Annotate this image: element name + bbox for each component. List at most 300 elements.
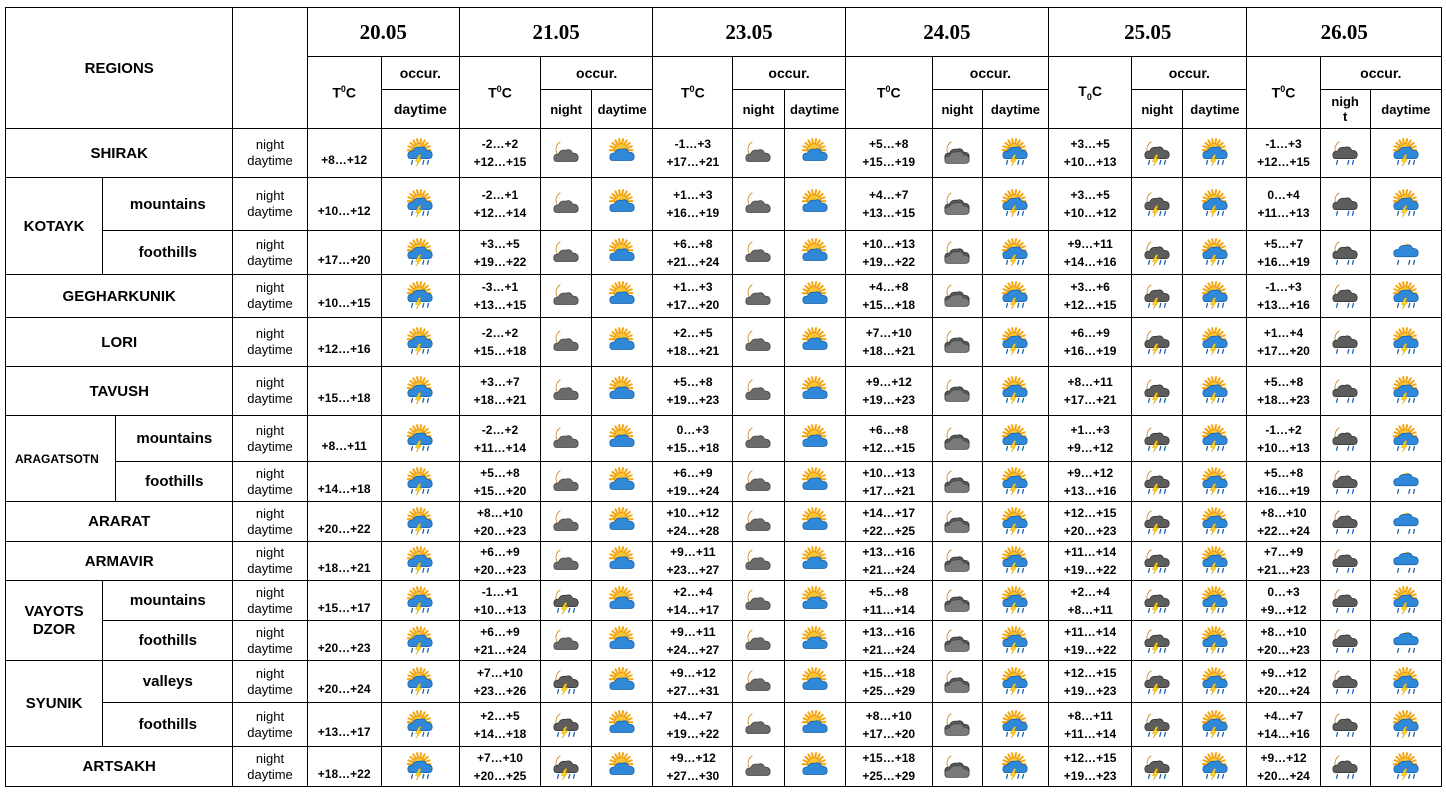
weather-cell [1132,502,1183,542]
daytime-header: daytime [1370,90,1441,129]
date-header: 23.05 [653,8,845,57]
weather-cell [1320,747,1370,787]
weather-cell [1370,275,1441,318]
sun-cloud-icon [785,238,845,268]
sun-cloud-icon [785,626,845,656]
moon-thunder-icon [1132,281,1182,311]
moon-cloud-icon [733,752,783,782]
weather-cell [592,462,653,502]
thunder-rain-icon [382,626,459,656]
thunder-rain-icon [382,189,459,219]
weather-cell [784,231,845,275]
temp-cell: -2…+2 +15…+18 [459,318,540,367]
weather-cell [1132,367,1183,416]
weather-cell [381,318,459,367]
region-name: KOTAYK [6,178,103,275]
weather-cell [1320,502,1370,542]
temp-cell: +2…+4 +14…+17 [653,581,733,621]
temp-cell: +5…+8 +11…+14 [845,581,932,621]
moon-cloud-icon [733,507,783,537]
sun-cloud-icon [592,238,652,268]
sun-thunder-rain-icon [983,189,1048,219]
weather-cell [381,661,459,703]
moon-dark-rain-icon [1321,507,1370,537]
night-daytime-label: night daytime [233,462,307,502]
night-daytime-label: night daytime [233,367,307,416]
weather-cell [982,462,1048,502]
temp-header: $T^0C$ [1247,57,1320,129]
temp-cell: +8…+10 +22…+24 [1247,502,1320,542]
temp-cell: +6…+8 +21…+24 [653,231,733,275]
temp-cell: +7…+10 +23…+26 [459,661,540,703]
sun-cloud-icon [785,376,845,406]
weather-cell [541,129,592,178]
weather-cell [592,367,653,416]
thunder-rain-icon [382,424,459,454]
weather-cell [592,231,653,275]
weather-cell [982,367,1048,416]
moon-thunder-icon [541,710,591,740]
temp-cell: +5…+8 +15…+19 [845,129,932,178]
weather-cell [1183,416,1247,462]
weather-cell [541,621,592,661]
moon-dark-cloud-icon [933,626,982,656]
temp-cell: +2…+4 +8…+11 [1049,581,1132,621]
thunder-rain-icon [382,467,459,497]
sun-cloud-icon [592,138,652,168]
sun-thunder-rain-icon [1371,138,1441,168]
temp-cell: +12…+15 +20…+23 [1049,502,1132,542]
night-daytime-label: night daytime [233,661,307,703]
weather-cell [381,747,459,787]
weather-cell [1132,747,1183,787]
sun-cloud-icon [785,586,845,616]
weather-cell [381,542,459,581]
sun-thunder-rain-icon [1183,467,1246,497]
sun-cloud-icon [785,667,845,697]
temp-cell: +9…+12 +20…+24 [1247,661,1320,703]
weather-cell [1183,318,1247,367]
weather-cell [381,581,459,621]
weather-cell [1183,275,1247,318]
sun-cloud-rain-icon [1371,507,1441,537]
weather-cell [541,231,592,275]
weather-cell [982,231,1048,275]
temp-cell: +7…+9 +21…+23 [1247,542,1320,581]
sun-thunder-rain-icon [983,586,1048,616]
weather-cell [982,542,1048,581]
weather-cell [1132,621,1183,661]
temp-cell: +8…+10 +20…+23 [1247,621,1320,661]
weather-cell [541,661,592,703]
moon-cloud-icon [733,467,783,497]
moon-cloud-icon [733,586,783,616]
date-header: 20.05 [307,8,459,57]
moon-dark-rain-icon [1321,424,1370,454]
weather-cell [1370,231,1441,275]
moon-cloud-icon [541,189,591,219]
region-name: TAVUSH [6,367,233,416]
weather-cell [592,416,653,462]
forecast-table [5,7,1442,787]
sun-thunder-rain-icon [1183,138,1246,168]
region-row [6,502,1442,542]
weather-cell [1183,129,1247,178]
weather-cell [1132,703,1183,747]
temp-cell: +3…+7 +18…+21 [459,367,540,416]
region-name: GEGHARKUNIK [6,275,233,318]
weather-cell [932,661,982,703]
sun-thunder-rain-icon [983,546,1048,576]
weather-cell [784,318,845,367]
night-daytime-label: night daytime [233,416,307,462]
daytime-header: daytime [381,90,459,129]
temp-cell: +8…+10 +20…+23 [459,502,540,542]
temp-cell: +11…+14 +19…+22 [1049,542,1132,581]
weather-cell [1132,275,1183,318]
weather-cell [1370,621,1441,661]
sun-cloud-icon [592,752,652,782]
moon-thunder-icon [1132,138,1182,168]
temp-cell: +5…+7 +16…+19 [1247,231,1320,275]
weather-cell [541,747,592,787]
temp-cell: +1…+3 +17…+20 [653,275,733,318]
region-row [6,747,1442,787]
weather-cell [733,129,784,178]
temp-cell: +4…+7 +14…+16 [1247,703,1320,747]
moon-cloud-icon [733,327,783,357]
weather-cell [1370,367,1441,416]
occur-header: occur. [1320,57,1441,90]
temp-cell: +6…+9 +21…+24 [459,621,540,661]
temp-header: $T^0C$ [845,57,932,129]
temp-header: $T^0C$ [653,57,733,129]
weather-cell [1183,178,1247,231]
temp-cell: +8…+11 [307,416,381,462]
temp-cell: +9…+11 +23…+27 [653,542,733,581]
weather-cell [932,621,982,661]
weather-cell [1320,275,1370,318]
weather-cell [784,621,845,661]
subregion-name: valleys [103,661,233,703]
weather-cell [1320,129,1370,178]
moon-cloud-icon [541,281,591,311]
sun-thunder-rain-icon [983,376,1048,406]
weather-cell [733,542,784,581]
moon-dark-rain-icon [1321,752,1370,782]
thunder-rain-icon [382,667,459,697]
moon-thunder-icon [1132,752,1182,782]
temp-cell: +10…+15 [307,275,381,318]
weather-cell [592,703,653,747]
moon-dark-rain-icon [1321,281,1370,311]
moon-dark-cloud-icon [933,238,982,268]
weather-cell [381,502,459,542]
weather-cell [982,178,1048,231]
temp-cell: +18…+22 [307,747,381,787]
sun-thunder-rain-icon [983,626,1048,656]
daytime-header: daytime [1183,90,1247,129]
weather-cell [733,621,784,661]
temp-cell: +6…+9 +16…+19 [1049,318,1132,367]
moon-cloud-icon [541,138,591,168]
moon-dark-cloud-icon [933,586,982,616]
moon-dark-cloud-icon [933,667,982,697]
sun-thunder-rain-icon [1371,586,1441,616]
weather-cell [1183,231,1247,275]
weather-cell [784,462,845,502]
daytime-header: daytime [592,90,653,129]
weather-cell [733,318,784,367]
region-name: ARAGATSOTN [6,416,116,502]
weather-cell [1370,129,1441,178]
region-name: VAYOTS DZOR [6,581,103,661]
temp-cell: +14…+17 +22…+25 [845,502,932,542]
temp-cell: +20…+24 [307,661,381,703]
sun-cloud-icon [785,546,845,576]
temp-cell: -3…+1 +13…+15 [459,275,540,318]
moon-dark-cloud-icon [933,710,982,740]
night-header: night [733,90,784,129]
temp-cell: -1…+1 +10…+13 [459,581,540,621]
weather-cell [982,318,1048,367]
subregion-name: mountains [103,178,233,231]
temp-cell: +20…+23 [307,621,381,661]
moon-cloud-icon [733,238,783,268]
region-row [6,661,1442,703]
date-header: 21.05 [459,8,652,57]
weather-cell [784,747,845,787]
temp-cell: +7…+10 +20…+25 [459,747,540,787]
weather-cell [592,542,653,581]
weather-cell [932,178,982,231]
weather-cell [541,178,592,231]
moon-dark-cloud-icon [933,138,982,168]
weather-cell [1320,416,1370,462]
temp-cell: +9…+12 +19…+23 [845,367,932,416]
moon-cloud-icon [541,467,591,497]
weather-cell [592,318,653,367]
temp-cell: +1…+3 +16…+19 [653,178,733,231]
weather-cell [541,581,592,621]
temp-cell: +8…+11 +11…+14 [1049,703,1132,747]
moon-dark-rain-icon [1321,467,1370,497]
moon-thunder-icon [1132,667,1182,697]
moon-thunder-icon [1132,376,1182,406]
moon-cloud-icon [541,376,591,406]
weather-cell [381,178,459,231]
moon-cloud-icon [733,710,783,740]
weather-cell [1370,581,1441,621]
moon-cloud-icon [733,189,783,219]
temp-cell: +1…+4 +17…+20 [1247,318,1320,367]
moon-thunder-icon [541,586,591,616]
occur-header: occur. [541,57,653,90]
moon-dark-rain-icon [1321,546,1370,576]
moon-thunder-icon [1132,238,1182,268]
sun-cloud-icon [785,507,845,537]
temp-cell: +8…+12 [307,129,381,178]
weather-cell [932,581,982,621]
weather-cell [592,502,653,542]
weather-cell [733,502,784,542]
region-name: SHIRAK [6,129,233,178]
temp-cell: +10…+12 +24…+28 [653,502,733,542]
temp-cell: +3…+5 +10…+13 [1049,129,1132,178]
weather-cell [932,542,982,581]
region-row [6,231,1442,275]
sun-thunder-rain-icon [983,667,1048,697]
moon-dark-rain-icon [1321,710,1370,740]
weather-cell [1132,178,1183,231]
temp-cell: +11…+14 +19…+22 [1049,621,1132,661]
temp-cell: -1…+3 +17…+21 [653,129,733,178]
sun-thunder-rain-icon [1183,238,1246,268]
moon-thunder-icon [541,752,591,782]
moon-dark-rain-icon [1321,586,1370,616]
weather-cell [541,367,592,416]
weather-cell [1370,178,1441,231]
sun-cloud-rain-icon [1371,467,1441,497]
sun-cloud-icon [592,424,652,454]
temp-cell: +6…+9 +20…+23 [459,542,540,581]
weather-cell [982,703,1048,747]
weather-cell [1370,416,1441,462]
thunder-rain-icon [382,586,459,616]
temp-cell: -2…+2 +12…+15 [459,129,540,178]
moon-dark-rain-icon [1321,626,1370,656]
weather-cell [1370,318,1441,367]
sun-thunder-rain-icon [1371,667,1441,697]
temp-cell: +20…+22 [307,502,381,542]
subregion-name: foothills [103,703,233,747]
moon-cloud-icon [541,546,591,576]
weather-cell [932,703,982,747]
sun-thunder-rain-icon [983,238,1048,268]
temp-cell: +15…+18 +25…+29 [845,661,932,703]
weather-cell [381,703,459,747]
weather-cell [932,318,982,367]
weather-cell [1370,703,1441,747]
weather-cell [541,542,592,581]
temp-cell: +17…+20 [307,231,381,275]
weather-cell [1320,462,1370,502]
date-header: 24.05 [845,8,1048,57]
moon-dark-cloud-icon [933,376,982,406]
moon-cloud-icon [733,667,783,697]
moon-dark-cloud-icon [933,424,982,454]
sun-cloud-icon [592,281,652,311]
temp-cell: +8…+10 +17…+20 [845,703,932,747]
temp-cell: -2…+1 +12…+14 [459,178,540,231]
sun-cloud-icon [785,281,845,311]
subregion-name: mountains [116,416,233,462]
subregion-name: foothills [103,231,233,275]
weather-cell [1320,661,1370,703]
weather-cell [1183,661,1247,703]
night-daytime-label: night daytime [233,318,307,367]
sun-cloud-icon [592,626,652,656]
weather-cell [381,129,459,178]
moon-cloud-icon [733,281,783,311]
weather-cell [932,367,982,416]
subregion-name: foothills [103,621,233,661]
sun-cloud-icon [785,327,845,357]
region-row [6,318,1442,367]
weather-cell [982,581,1048,621]
temp-cell: +10…+12 [307,178,381,231]
temp-cell: +12…+16 [307,318,381,367]
weather-cell [541,275,592,318]
region-row [6,178,1442,231]
region-name: ARTSAKH [6,747,233,787]
occur-header: occur. [381,57,459,90]
moon-thunder-icon [541,667,591,697]
region-row [6,462,1442,502]
temp-cell: +4…+7 +13…+15 [845,178,932,231]
weather-cell [733,178,784,231]
weather-cell [541,416,592,462]
region-row [6,129,1442,178]
moon-cloud-icon [541,626,591,656]
night-daytime-label: night daytime [233,275,307,318]
temp-cell: +1…+3 +9…+12 [1049,416,1132,462]
moon-cloud-icon [733,424,783,454]
weather-cell [1320,318,1370,367]
occur-header: occur. [932,57,1048,90]
moon-dark-rain-icon [1321,376,1370,406]
weather-cell [1370,462,1441,502]
moon-thunder-icon [1132,424,1182,454]
night-daytime-label: night daytime [233,502,307,542]
weather-cell [733,462,784,502]
sun-thunder-rain-icon [1371,189,1441,219]
weather-cell [733,747,784,787]
temp-cell: -1…+3 +12…+15 [1247,129,1320,178]
weather-cell [1132,129,1183,178]
moon-thunder-icon [1132,189,1182,219]
weather-cell [932,502,982,542]
region-name: LORI [6,318,233,367]
temp-cell: +13…+16 +21…+24 [845,542,932,581]
weather-cell [784,275,845,318]
temp-cell: +2…+5 +14…+18 [459,703,540,747]
moon-cloud-icon [541,424,591,454]
sun-cloud-icon [592,507,652,537]
weather-cell [541,318,592,367]
sun-thunder-rain-icon [1183,667,1246,697]
night-header: night [932,90,982,129]
region-row [6,703,1442,747]
weather-cell [381,462,459,502]
weather-cell [784,416,845,462]
weather-cell [982,129,1048,178]
weather-cell [733,661,784,703]
moon-dark-cloud-icon [933,507,982,537]
temp-cell: +15…+18 +25…+29 [845,747,932,787]
sun-thunder-rain-icon [1183,710,1246,740]
weather-cell [733,581,784,621]
weather-cell [592,275,653,318]
sun-thunder-rain-icon [1183,189,1246,219]
weather-cell [932,416,982,462]
weather-cell [1320,178,1370,231]
weather-cell [784,581,845,621]
sun-cloud-icon [592,586,652,616]
night-header: nigh t [1320,90,1370,129]
weather-cell [733,703,784,747]
weather-cell [982,275,1048,318]
